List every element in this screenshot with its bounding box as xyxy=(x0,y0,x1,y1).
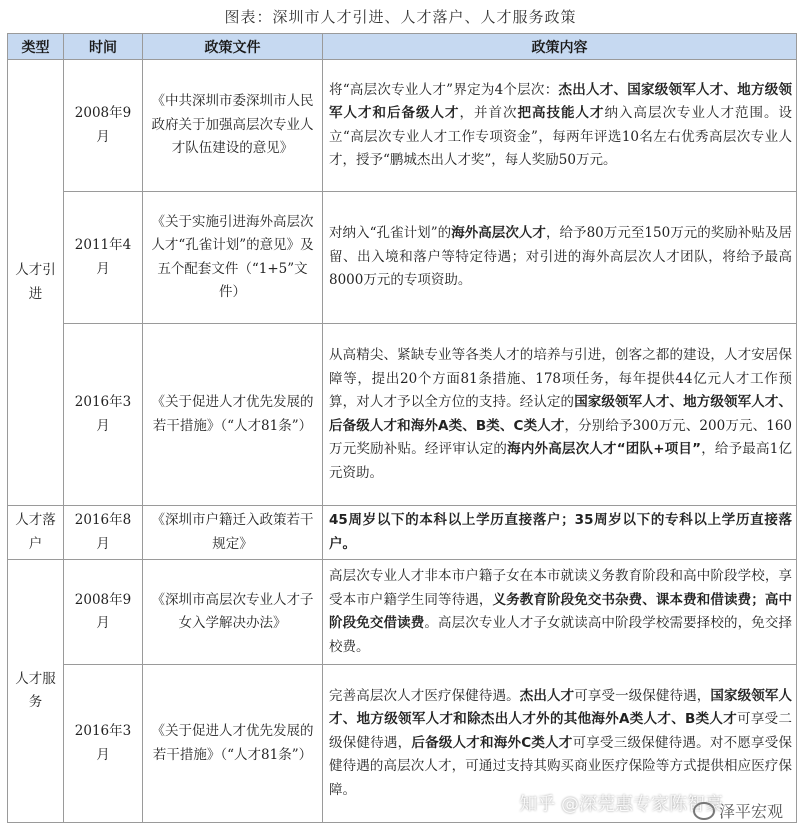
bold-text-run: 海外高层次人才 xyxy=(451,225,546,242)
text-run: 。高层次专业人才子女就读高中阶段学校需要择校的，免交择校费。 xyxy=(329,615,793,655)
table-row xyxy=(8,60,797,192)
bold-text-run: 义务教育阶段免交书杂费、课本费和借读费；高中阶段免交借读费 xyxy=(329,591,793,631)
text-run: ，给予80万元至150万元的奖励补贴及居留、出入境和落户等特定待遇；对引进的海外高层次人才团队，将给予最高8000万元的专项资助。 xyxy=(329,225,792,289)
bold-text-run: 杰出人才 xyxy=(519,687,575,704)
header-content: 政策内容 xyxy=(323,34,797,60)
doc-cell: 《关于促进人才优先发展的若干措施》（“人才81条”） xyxy=(143,665,323,823)
content-cell xyxy=(323,324,797,506)
type-cell-intro: 人才引进 xyxy=(8,60,64,506)
wechat-icon xyxy=(693,802,715,820)
header-time: 时间 xyxy=(64,34,143,60)
time-cell: 2011年4月 xyxy=(64,192,143,324)
text-run: ，分别给予300万元、200万元、160万元奖励补贴。经评审认定的 xyxy=(329,417,792,457)
page-title: 图表：深圳市人才引进、人才落户、人才服务政策 xyxy=(224,8,577,26)
type-cell-service: 人才服务 xyxy=(8,560,64,823)
time-cell: 2016年3月 xyxy=(64,665,143,823)
text-run: 可享受三级保健待遇。对不愿享受保健待遇的高层次人才，可通过支持其购买商业医疗保险等方式提供相应医疗保障。 xyxy=(329,734,793,798)
time-cell: 2016年8月 xyxy=(64,506,143,560)
text-run: 可享受一级保健待遇， xyxy=(574,687,711,704)
bold-text-run: 国家级领军人才、地方级领军人才、后备级人才和海外A类、B类、C类人才 xyxy=(329,394,793,434)
text-run: 从高精尖、紧缺专业等各类人才的培养与引进，创客之都的建设，人才安居保障等，提出20个方面81条措施、178项任务，每年提供44亿元人才工作预算，对人才予以全方位的支持。经认定的 xyxy=(329,347,792,410)
logo-label: 泽平宏观 xyxy=(718,802,783,821)
table-header-row xyxy=(8,34,797,60)
doc-cell: 《中共深圳市委深圳市人民政府关于加强高层次专业人才队伍建设的意见》 xyxy=(143,60,323,192)
brand-logo xyxy=(693,799,783,822)
text-run: 完善高层次人才医疗保健待遇。 xyxy=(329,687,520,704)
content-cell xyxy=(323,192,797,324)
text-run: 高层次专业人才非本市户籍子女在本市就读义务教育阶段和高中阶段学校，享受本市户籍学生同等待遇， xyxy=(329,568,792,608)
table-row xyxy=(8,324,797,506)
text-run: 对纳入“孔雀计划”的 xyxy=(329,225,452,242)
table-row xyxy=(8,560,797,665)
doc-cell: 《关于实施引进海外高层次人才“孔雀计划”的意见》及五个配套文件（“1+5”文件） xyxy=(143,192,323,324)
bold-text-run: 后备级人才和海外C类人才 xyxy=(411,734,573,751)
bold-text-run: 把高技能人才 xyxy=(517,105,605,121)
text-run: 可享受二级保健待遇， xyxy=(329,711,792,751)
table-row xyxy=(8,506,797,560)
bold-text-run: 杰出人才、国家级领军人才、地方级领军人才和后备级人才 xyxy=(329,81,792,121)
content-cell xyxy=(323,560,797,665)
content-cell xyxy=(323,506,797,560)
doc-cell: 《深圳市高层次专业人才子女入学解决办法》 xyxy=(143,560,323,665)
text-run: ，给予最高1亿元资助。 xyxy=(329,441,792,481)
bold-text-run: 国家级领军人才、地方级领军人才和除杰出人才外的其他海外A类人才、B类人才 xyxy=(329,687,793,728)
time-cell: 2016年3月 xyxy=(64,324,143,506)
time-cell: 2008年9月 xyxy=(64,60,143,192)
content-cell xyxy=(323,60,797,192)
doc-cell: 《关于促进人才优先发展的若干措施》（“人才81条”） xyxy=(143,324,323,506)
bold-text-run: 海内外高层次人才“团队+项目” xyxy=(507,441,701,457)
time-cell: 2008年9月 xyxy=(64,560,143,665)
watermark-text: 知乎 @深莞惠专家陈智豪 xyxy=(519,794,723,815)
doc-cell: 《深圳市户籍迁入政策若干规定》 xyxy=(143,506,323,560)
policy-table xyxy=(7,33,797,823)
table-row xyxy=(8,192,797,324)
text-run: 纳入高层次专业人才范围。设立“高层次专业人才工作专项资金”，每两年评选10名左右优秀高层次专业人才，授予“鹏城杰出人才奖”，每人奖励50万元。 xyxy=(329,105,792,168)
header-doc: 政策文件 xyxy=(143,34,323,60)
text-run: 将“高层次专业人才”界定为4个层次： xyxy=(329,81,559,98)
text-run: ，并首次 xyxy=(459,105,518,121)
header-type: 类型 xyxy=(8,34,64,60)
bold-text-run: 45周岁以下的本科以上学历直接落户；35周岁以下的专科以上学历直接落户。 xyxy=(329,512,792,552)
type-cell-settle: 人才落户 xyxy=(8,506,64,560)
